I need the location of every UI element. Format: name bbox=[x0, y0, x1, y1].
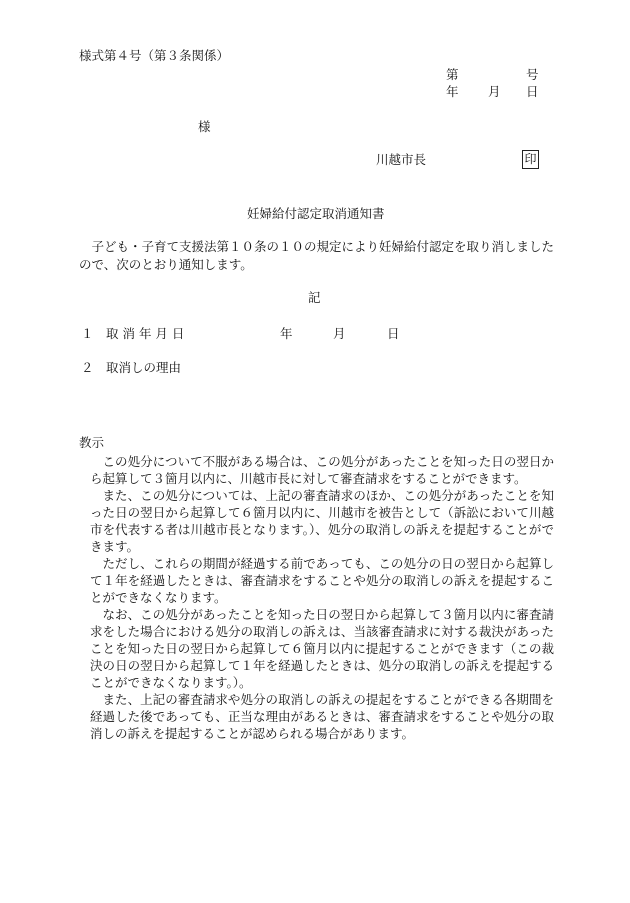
intro-paragraph: 子ども・子育て支援法第１０条の１０の規定により妊婦給付認定を取り消しましたので、次のとおり通知します。 bbox=[79, 239, 555, 272]
form-number: 様式第４号（第３条関係） bbox=[79, 48, 230, 63]
notice-paragraph: また、この処分については、上記の審査請求のほか、この処分があったことを知った日の翌日から起算して６箇月以内に、川越市を被告として（訴訟において川越市を代表する者は川越市長となります。）、処分の取消しの訴えを提起することができます。 bbox=[90, 488, 554, 554]
item-year-label: 年 bbox=[280, 326, 293, 341]
item-number: １ bbox=[81, 326, 94, 341]
item-month-label: 月 bbox=[333, 326, 346, 341]
doc-number-suffix: 号 bbox=[526, 67, 539, 82]
notice-paragraph: なお、この処分があったことを知った日の翌日から起算して３箇月以内に審査請求をした場合における処分の取消しの訴えは、当該審査請求に対する裁決があったことを知った日の翌日から起算して６箇月以内に提起することができます（この裁決の日の翌日から起算して１年を経過したときは、処分の取消しの訴えを提起することができなくなります。）。 bbox=[90, 607, 554, 690]
item-label: 取消しの理由 bbox=[106, 360, 182, 375]
ki-label: 記 bbox=[308, 290, 321, 305]
doc-number-prefix: 第 bbox=[446, 67, 459, 82]
document-title: 妊婦給付認定取消通知書 bbox=[247, 206, 385, 221]
date-month-label: 月 bbox=[488, 84, 501, 99]
item-number: ２ bbox=[81, 360, 94, 375]
date-year-label: 年 bbox=[446, 84, 459, 99]
date-day-label: 日 bbox=[526, 84, 539, 99]
notice-paragraph: ただし、これらの期間が経過する前であっても、この処分の日の翌日から起算して１年を経過したときは、審査請求をすることや処分の取消しの訴えを提起することができなくなります。 bbox=[90, 556, 554, 605]
notice-paragraph: この処分について不服がある場合は、この処分があったことを知った日の翌日から起算して３箇月以内に、川越市長に対して審査請求をすることができます。 bbox=[90, 454, 554, 486]
intro-text bbox=[79, 238, 557, 274]
notice-body bbox=[90, 453, 554, 742]
seal-mark: 印 bbox=[522, 150, 539, 169]
notice-heading: 教示 bbox=[79, 435, 105, 450]
issuer-name: 川越市長 bbox=[376, 152, 427, 167]
item-label: 取 消 年 月 日 bbox=[106, 326, 185, 341]
item-day-label: 日 bbox=[387, 326, 400, 341]
addressee-suffix: 様 bbox=[198, 119, 211, 134]
notice-paragraph: また、上記の審査請求や処分の取消しの訴えの提起をすることができる各期間を経過した後であっても、正当な理由があるときは、審査請求をすることや処分の取消しの訴えを提起することが認められる場合があります。 bbox=[90, 692, 554, 741]
